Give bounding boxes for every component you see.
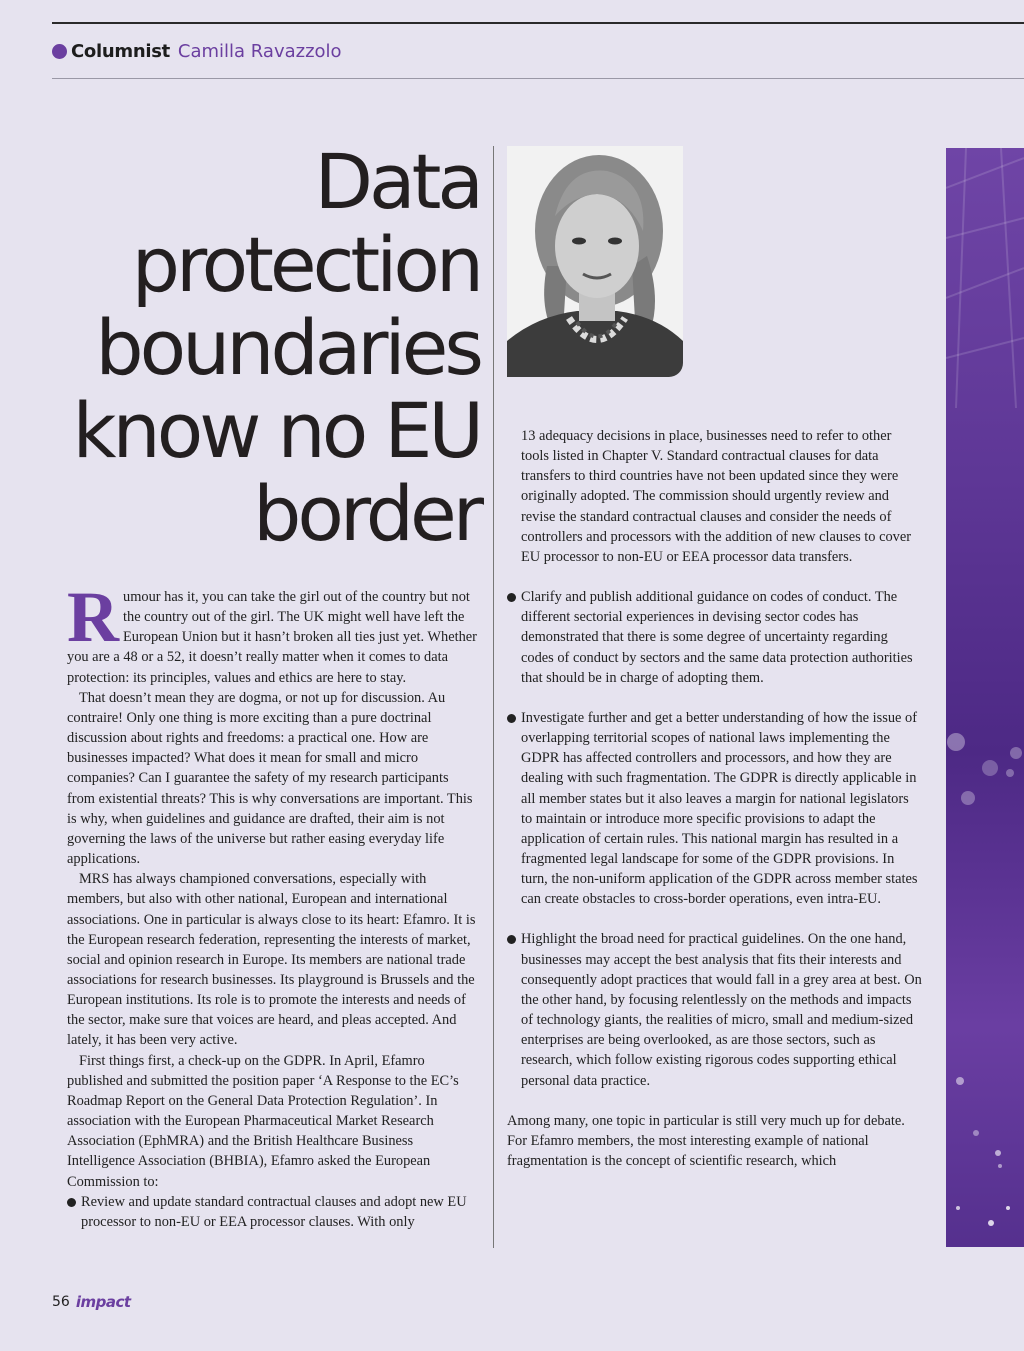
page-footer — [52, 1293, 131, 1311]
bullet-text: Highlight the broad need for practical guidelines. On the one hand, businesses may accept the best analysis that fits their interests and consequently adopt practices that would fall in a grey area at best. On the other hand, by focusing relentlessly on the methods and impacts of technology giants, the realities of micro, small and medium-sized enterprises are being overlooked, as are those sectors, such as research, which follow existing rigorous codes supporting ethical personal data practice. — [521, 931, 922, 1089]
paragraph: Among many, one topic in particular is still very much up for debate. For Efamro members, the most interesting example of national fragmentation is the concept of scientific research, which — [507, 1112, 905, 1169]
page-number: 56 — [52, 1294, 70, 1310]
paragraph: First things first, a check-up on the GDPR. In April, Efamro published and submitted the position paper ‘A Response to the EC’s Roadmap Report on the General Data Protection Regulation’. In association with the European Pharmaceutical Market Research Association (EphMRA) and the British Healthcare Business Intelligence Association (BHBIA), Efamro asked the European Commission to: — [67, 1052, 459, 1190]
bullet-item — [507, 587, 922, 688]
bullet-icon — [67, 1198, 76, 1207]
left-column — [67, 577, 480, 1232]
paragraph: That doesn’t mean they are dogma, or not up for discussion. Au contraire! Only one thing is more exciting than a pure doctrinal discussion about rights and freedoms: a practical one. How are businesses impacted? What does it mean for small and micro companies? Can I guarantee the safety of my research participants from existential threats? This is why conversations are important. This is why, when guidelines and guidance are drafted, their aim is not governing the laws of the universe but rather easing everyday life applications. — [67, 689, 473, 868]
title-line: know no EU — [72, 386, 480, 475]
bullet-icon — [507, 935, 516, 944]
right-column — [507, 426, 922, 1171]
bullet-icon — [507, 593, 516, 602]
bullet-item — [507, 708, 922, 910]
paragraph: umour has it, you can take the girl out of the country but not the country out of the girl. The UK might well have left the European Union but it hasn’t broken all ties just yet. Whether you are a 48 or a 52, it doesn’t really matter when it comes to data protection: its principles, values and ethics are here to stay. — [67, 589, 477, 686]
title-line: protection — [131, 220, 480, 309]
column-header — [52, 38, 342, 64]
author-name: Camilla Ravazzolo — [177, 40, 342, 62]
bullet-continuation: 13 adequacy decisions in place, businesses need to refer to other tools listed in Chapter V. Standard contractual clauses for data transfers to third countries have not been updated since they were originally adopted. The commission should urgently review and revise the standard contractual clauses and consider the needs of controllers and processors with the addition of new clauses to cover EU processor to non-EU or EEA processor data transfers. — [521, 428, 912, 565]
article-title — [52, 137, 480, 558]
bullet-icon — [507, 714, 516, 723]
magazine-logo: impact — [75, 1293, 131, 1311]
top-rule — [52, 22, 1024, 24]
column-divider — [493, 146, 494, 1248]
bullet-text: Investigate further and get a better understanding of how the issue of overlapping territorial scopes of national laws implementing the GDPR has affected controllers and processors, and how they are dealing with such fragmentation. The GDPR is directly applicable in all member states but it also leaves a margin for national legislators to maintain or introduce more specific provisions to adapt the application of certain rules. This national margin has resulted in a fragmented legal landscape for some of the GDPR provisions. In turn, the non-uniform application of the GDPR across member states can create obstacles to cross-border operations, even intra-EU. — [521, 709, 918, 908]
bullet-dot-icon — [52, 44, 67, 59]
author-photo — [507, 146, 683, 377]
drop-cap: R — [67, 577, 119, 657]
paragraph: MRS has always championed conversations, especially with members, but also with other national, European and international associations. One in particular is always close to its heart: Efamro. It is the European research federation, representing the interests of market, social and opinion research in Europe. Its members are national trade associations for research businesses. Its playground is Brussels and the European institutions. Its role is to promote the interests and needs of the sector, make sure that voices are heard, and pleas accepted. And lately, it has been very active. — [67, 871, 476, 1049]
decorative-purple-strip — [946, 148, 1024, 1247]
title-line: Data — [314, 137, 480, 226]
bullet-text: Review and update standard contractual clauses and adopt new EU processor to non-EU or EEA processor clauses. With only — [81, 1193, 467, 1230]
header-rule — [52, 78, 1024, 79]
bullet-item — [507, 929, 922, 1090]
bullet-text: Clarify and publish additional guidance on codes of conduct. The different sectorial experiences in devising sector codes has demonstrated that there is some degree of uncertainty regarding codes of conduct by sectors and the same data protection authorities that should be in charge of adopting them. — [521, 589, 913, 686]
bullet-item — [67, 1192, 480, 1232]
title-line: boundaries — [95, 303, 480, 392]
column-label: Columnist — [71, 40, 170, 62]
title-line: border — [253, 469, 480, 558]
